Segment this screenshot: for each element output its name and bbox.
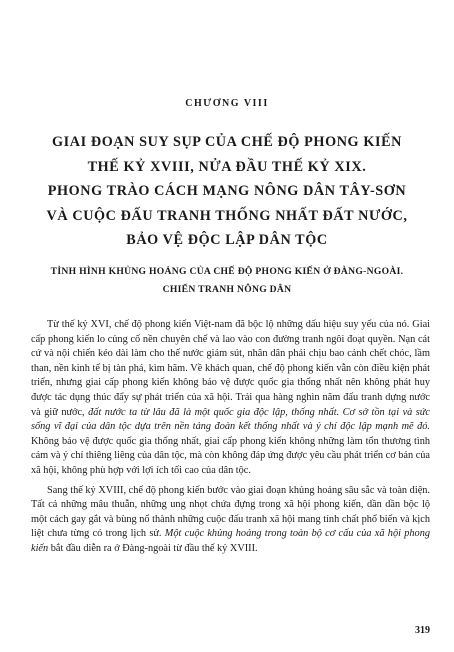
chapter-title-line: BẢO VỆ ĐỘC LẬP DÂN TỘC (126, 232, 328, 248)
chapter-title (22, 130, 432, 253)
paragraph-text: bắt đầu diễn ra ở Đàng-ngoài từ đầu thế kỷ XVIII. (48, 542, 258, 554)
paragraph-italic-text: Một cuộc khủng hoảng trong toàn bộ cơ cấu của xã hội phong kiến (31, 528, 430, 554)
page-number: 319 (415, 625, 430, 636)
section-title-line: TÌNH HÌNH KHỦNG HOẢNG CỦA CHẾ ĐỘ PHONG KIẾN Ở ĐÀNG-NGOÀI. (50, 266, 404, 277)
paragraph-italic-text: đất nước ta từ lâu đã là một quốc gia độc lập, thống nhất. Cơ sở tồn tại và sức sống vĩ đại của dân tộc dựa trên nền tảng đoàn kết thống nhất và ý chí độc lập mạnh mẽ đó. (31, 406, 430, 433)
section-title-line: CHIẾN TRANH NÔNG DÂN (162, 284, 292, 295)
chapter-title-line: THẾ KỶ XVIII, NỬA ĐẦU THẾ KỶ XIX. (87, 158, 367, 175)
paragraph-text: Không bảo vệ được quốc gia thống nhất, giai cấp phong kiến không những làm tổn thương tình cảm và ý chí thiêng liêng của dân tộc, mà còn không đáp ứng được yêu cầu phát triển cơ bản của xã hội, không phù hợp với lợi ích tối cao của dân tộc. (31, 435, 430, 476)
chapter-title-line: VÀ CUỘC ĐẤU TRANH THỐNG NHẤT ĐẤT NƯỚC, (46, 207, 408, 224)
paragraph (31, 318, 430, 479)
paragraph (31, 484, 430, 557)
chapter-heading: CHƯƠNG VIII (185, 98, 269, 109)
chapter-title-line: PHONG TRÀO CÁCH MẠNG NÔNG DÂN TÂY-SƠN (47, 183, 407, 199)
chapter-title-line: GIAI ĐOẠN SUY SỤP CỦA CHẾ ĐỘ PHONG KIẾN (51, 134, 402, 150)
paragraph-text: Sang thế kỷ XVIII, chế độ phong kiến bước vào giai đoạn khủng hoảng sâu sắc và toàn diện. Tất cả những mâu thuẫn, những ung nhọt chứa đựng trong xã hội phong kiến, dần dần bộc lộ một cách gay gắt và bùng nổ thành những cuộc đấu tranh xã hội mang tính chất phổ biến và kịch liệt chưa từng có trong lịch sử. (31, 484, 430, 540)
section-title (22, 263, 432, 299)
body-text (31, 318, 430, 562)
paragraph-text: Từ thế kỷ XVI, chế độ phong kiến Việt-nam đã bộc lộ những dấu hiệu suy yếu của nó. Giai cấp phong kiến lo củng cố nền chuyên chế và lao vào con đường tranh ngôi đoạt quyền. Nạn cát cứ và nội chiến kéo dài làm cho thế nước giảm sút, nhân dân phải chịu bao cảnh chết chóc, lầm than, nền kinh tế bị tàn phá, kìm hãm. Về khách quan, chế độ phong kiến vẫn còn điều kiện phát triển, nhưng giai cấp phong kiến không bảo vệ được quốc gia thống nhất nên không phát huy được tác dụng thúc đẩy sự phát triển của xã hội. Trải qua hàng nghìn năm đấu tranh dựng nước và giữ nước, (31, 319, 430, 418)
